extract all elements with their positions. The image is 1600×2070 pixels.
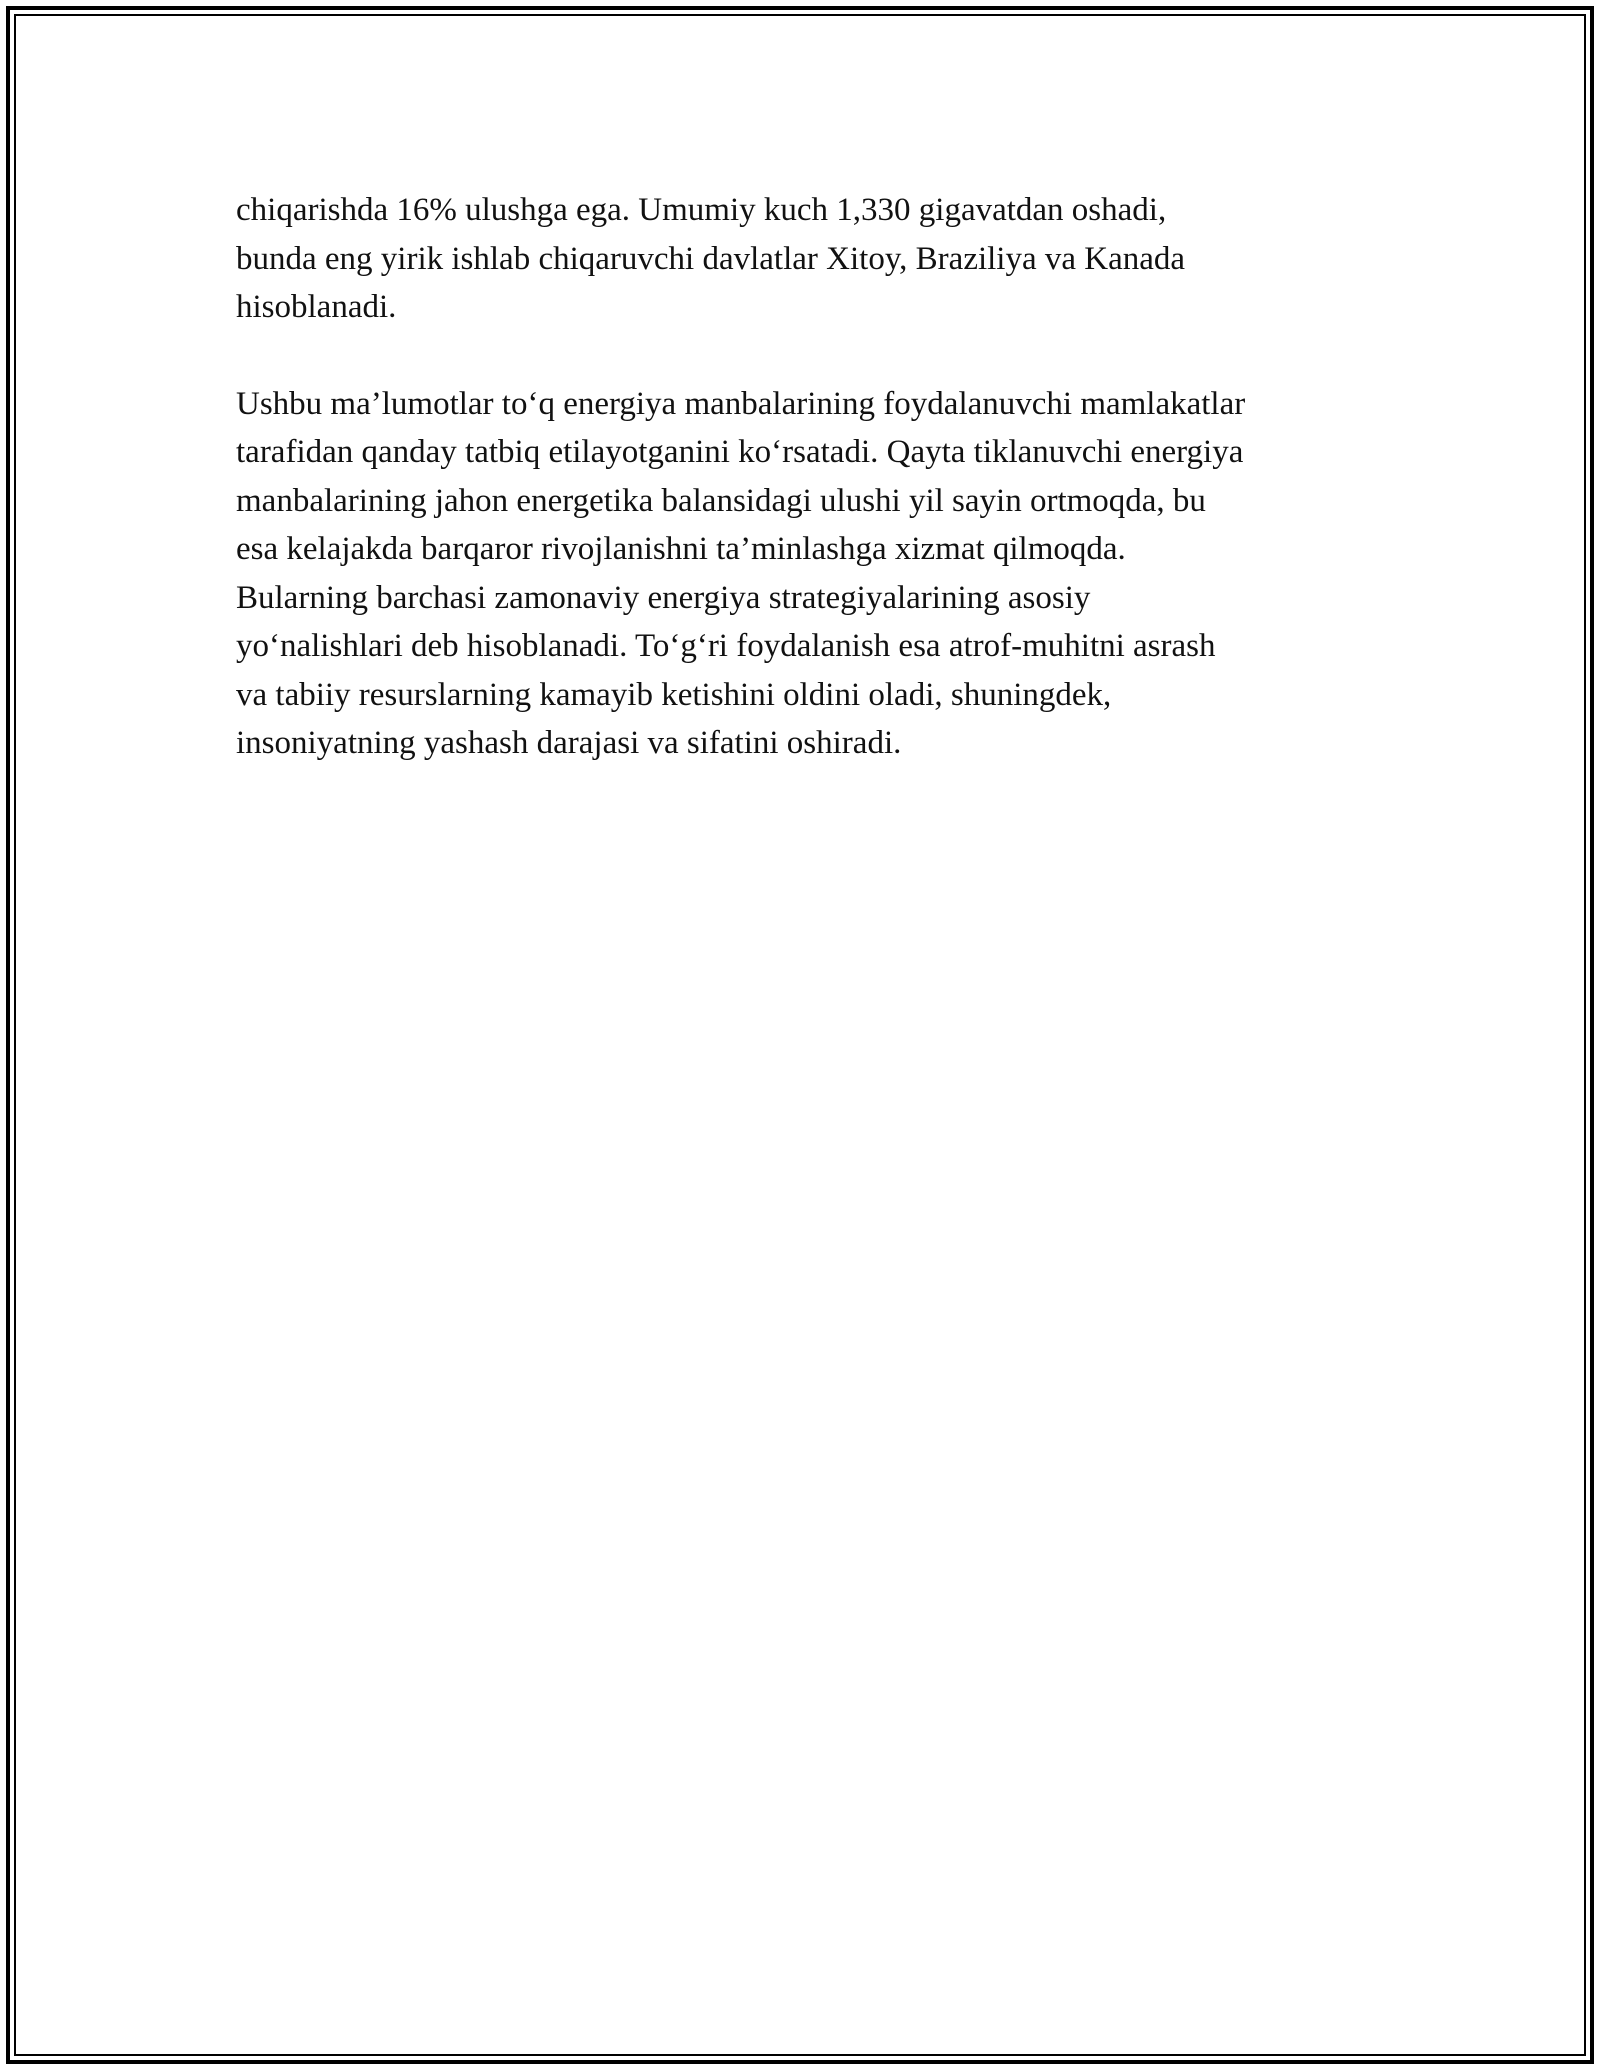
paragraph-line: tarafidan qanday tatbiq etilayotganini ko‘rsatadi. Qayta tiklanuvchi energiya (236, 434, 1244, 470)
paragraph-line: insoniyatning yashash darajasi va sifatini oshiradi. (236, 725, 902, 761)
paragraph-line: bunda eng yirik ishlab chiqaruvchi davlatlar Xitoy, Braziliya va Kanada (236, 240, 1186, 277)
paragraph-spacer (236, 332, 1356, 380)
paragraph-line: chiqarishda 16% ulushga ega. Umumiy kuch 1,330 gigavatdan oshadi, (236, 192, 1167, 228)
document-body (236, 186, 1356, 768)
paragraph-line: va tabiiy resurslarning kamayib ketishini oldini oladi, shuningdek, (236, 676, 1112, 713)
paragraph-line: yo‘nalishlari deb hisoblanadi. To‘g‘ri foydalanish esa atrof-muhitni asrash (236, 628, 1216, 664)
paragraph-line: Ushbu ma’lumotlar to‘q energiya manbalarining foydalanuvchi mamlakatlar (236, 385, 1246, 422)
paragraph-line: Bularning barchasi zamonaviy energiya strategiyalarining asosiy (236, 579, 1091, 616)
paragraph-line: hisoblanadi. (236, 289, 397, 325)
paragraph-2 (236, 380, 1356, 768)
paragraph-1 (236, 186, 1356, 332)
paragraph-line: manbalarining jahon energetika balansidagi ulushi yil sayin ortmoqda, bu (236, 482, 1206, 519)
paragraph-line: esa kelajakda barqaror rivojlanishni ta’minlashga xizmat qilmoqda. (236, 531, 1126, 567)
